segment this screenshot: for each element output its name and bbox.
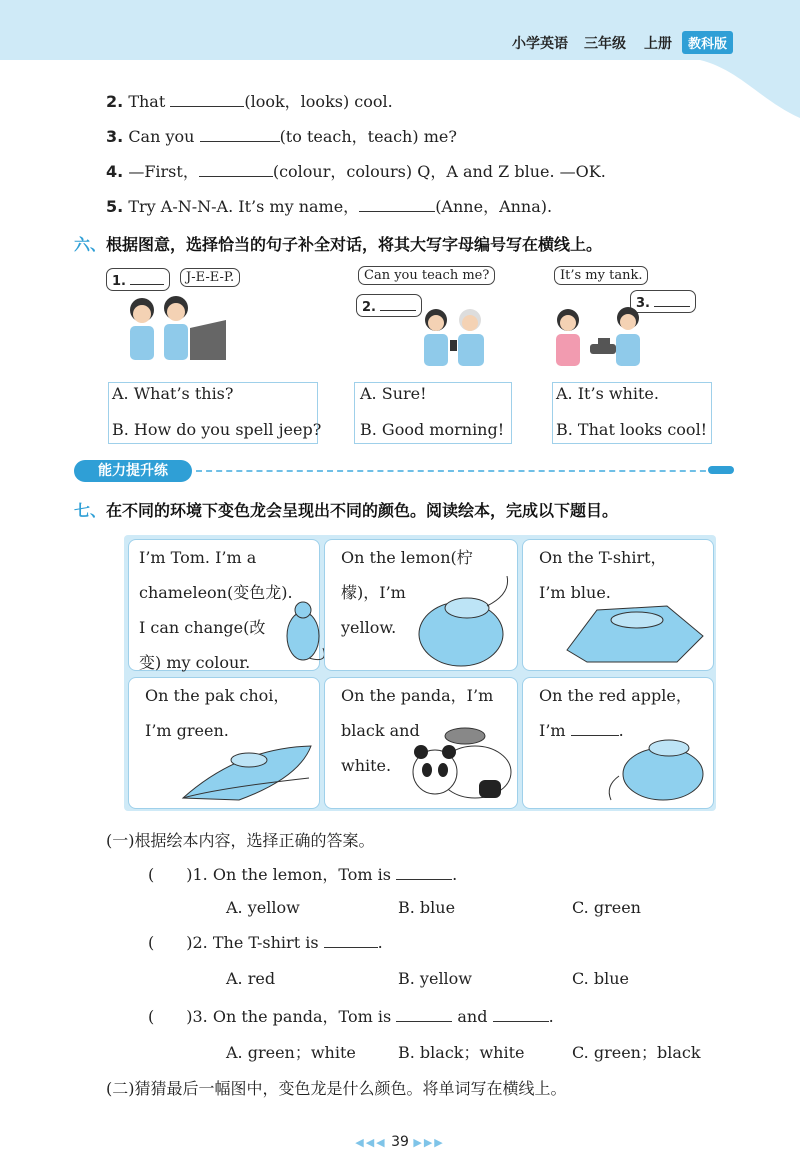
panel-5-line-1: On the panda，I’m — [341, 686, 494, 705]
q3-choice-b[interactable]: B. black；white — [398, 1043, 525, 1062]
pakchoi-chameleon-illustration — [179, 738, 315, 804]
s5-item-5 — [106, 194, 552, 217]
page-number: 39 — [391, 1134, 409, 1150]
pic3-bubble-1: It’s my tank. — [554, 266, 648, 285]
question-3 — [148, 1004, 554, 1027]
item-text: That — [128, 92, 166, 111]
item-number: 5. — [106, 197, 124, 216]
panel-4-line-2: I’m green. — [145, 721, 229, 740]
panel-5-line-3: white. — [341, 756, 392, 775]
answer-blank[interactable] — [359, 197, 435, 212]
item-number: 4. — [106, 162, 124, 181]
panel-6-line-1: On the red apple， — [539, 686, 692, 705]
tshirt-chameleon-illustration — [557, 600, 707, 666]
header-subject: 小学英语 — [512, 36, 568, 52]
answer-blank[interactable] — [380, 296, 416, 311]
pic3-girl-boy-tank-illustration — [550, 304, 650, 366]
ability-section-label: 能力提升练 — [74, 460, 192, 482]
answer-paren[interactable]: ( — [148, 1007, 155, 1026]
panel-4-line-1: On the pak choi， — [145, 686, 290, 705]
section-instruction: 在不同的环境下变色龙会呈现出不同的颜色。阅读绘本，完成以下题目。 — [106, 501, 619, 520]
pic1-bubble-2: J-E-E-P. — [180, 268, 240, 287]
answer-blank[interactable] — [199, 162, 273, 177]
section-instruction: 根据图意，选择恰当的句子补全对话，将其大写字母编号写在横线上。 — [106, 235, 603, 254]
panel-5 — [324, 677, 518, 809]
header-wave-band — [0, 0, 800, 140]
answer-blank[interactable] — [324, 933, 378, 948]
question-end: . — [452, 865, 458, 884]
pic1-bubble-1 — [106, 268, 170, 291]
panel-3-line-1: On the T-shirt， — [539, 548, 667, 567]
section6-title — [74, 232, 602, 255]
item-text: (to teach，teach) me? — [279, 127, 457, 146]
s5-item-2 — [106, 89, 393, 112]
picture-book-frame — [124, 535, 716, 811]
question-end: . — [377, 933, 383, 952]
panel-6 — [522, 677, 714, 809]
item-text: (look，looks) cool. — [244, 92, 393, 111]
q1-choice-a[interactable]: A. yellow — [226, 898, 300, 917]
part2-title: (二)猜猜最后一幅图中，变色龙是什么颜色。将单词写在横线上。 — [106, 1079, 567, 1098]
bubble-number: 3. — [636, 296, 650, 311]
q3-choice-a[interactable]: A. green；white — [226, 1043, 356, 1062]
s5-item-3 — [106, 124, 457, 147]
answer-blank[interactable] — [396, 865, 452, 880]
option-a[interactable]: A. What’s this? — [112, 384, 234, 403]
panel-3 — [522, 539, 714, 671]
option-b[interactable]: B. That looks cool! — [556, 420, 708, 439]
answer-paren[interactable]: ( — [148, 933, 155, 952]
part1-title: (一)根据绘本内容，选择正确的答案。 — [106, 831, 375, 850]
section-divider — [196, 470, 716, 472]
answer-blank[interactable] — [493, 1007, 549, 1022]
question-text: The T-shirt is — [212, 933, 319, 952]
header-grade: 三年级 — [584, 36, 626, 52]
divider-endcap — [708, 466, 734, 474]
item-text: Can you — [128, 127, 195, 146]
answer-blank[interactable] — [170, 92, 244, 107]
option-a[interactable]: A. Sure! — [360, 384, 427, 403]
q2-choice-c[interactable]: C. blue — [572, 969, 629, 988]
panel-1-line-2: chameleon(变色龙). — [139, 583, 293, 602]
item-number: 2. — [106, 92, 124, 111]
answer-blank[interactable] — [130, 270, 164, 285]
panda-chameleon-illustration — [409, 714, 515, 804]
bubble-number: 2. — [362, 300, 376, 315]
header-volume: 上册 — [644, 36, 672, 52]
question-number: )2. — [186, 933, 208, 952]
question-text: and — [457, 1007, 488, 1026]
answer-blank[interactable] — [200, 127, 280, 142]
pic2-boy-grandpa-phone-illustration — [416, 304, 496, 366]
panel-2-line-3: yellow. — [341, 618, 397, 637]
answer-blank[interactable] — [396, 1007, 452, 1022]
pic1-two-boys-computer-illustration — [120, 292, 230, 364]
question-2 — [148, 933, 383, 952]
panel-2-line-2: 檬)，I’m — [341, 583, 406, 602]
question-1 — [148, 862, 457, 885]
panel-2 — [324, 539, 518, 671]
item-text: Try A-N-N-A. It’s my name， — [128, 197, 360, 216]
panel-3-line-2: I’m blue. — [539, 583, 611, 602]
q2-choice-b[interactable]: B. yellow — [398, 969, 472, 988]
pic2-bubble-1: Can you teach me? — [358, 266, 495, 285]
question-number: )1. — [186, 865, 208, 884]
panel-1-line-3: I can change(改 — [139, 618, 266, 637]
panel-1-line-4: 变) my colour. — [139, 653, 251, 672]
q1-choice-c[interactable]: C. green — [572, 898, 641, 917]
pic2-bubble-2 — [356, 294, 422, 317]
panel-2-line-1: On the lemon(柠 — [341, 548, 473, 567]
panel-1 — [128, 539, 320, 671]
s5-item-4 — [106, 159, 606, 182]
left-arrows-icon: ◀◀◀ — [355, 1136, 387, 1149]
q1-choice-b[interactable]: B. blue — [398, 898, 456, 917]
option-a[interactable]: A. It’s white. — [556, 384, 659, 403]
panel-6-text: I’m — [539, 721, 566, 740]
answer-blank[interactable] — [654, 292, 690, 307]
question-text: On the panda，Tom is — [212, 1007, 392, 1026]
header-edition-badge: 教科版 — [682, 31, 733, 54]
section7-title — [74, 498, 618, 521]
panel-4 — [128, 677, 320, 809]
answer-paren[interactable]: ( — [148, 865, 155, 884]
option-b[interactable]: B. Good morning! — [360, 420, 505, 439]
panel-6-line-2: I’m . — [539, 721, 624, 740]
section-number: 六、 — [74, 235, 107, 254]
question-end: . — [548, 1007, 554, 1026]
item-text: —First， — [128, 162, 199, 181]
page-footer — [0, 1134, 800, 1150]
item-text: (Anne，Anna). — [435, 197, 553, 216]
bubble-number: 1. — [112, 274, 126, 289]
question-text: On the lemon，Tom is — [212, 865, 392, 884]
right-arrows-icon: ▶▶▶ — [413, 1136, 445, 1149]
lemon-chameleon-illustration — [417, 576, 515, 668]
q3-choice-c[interactable]: C. green；black — [572, 1043, 701, 1062]
option-b[interactable]: B. How do you spell jeep? — [112, 420, 322, 439]
item-number: 3. — [106, 127, 124, 146]
q2-choice-a[interactable]: A. red — [226, 969, 276, 988]
item-text: (colour，colours) Q，A and Z blue. —OK. — [272, 162, 606, 181]
panel-5-line-2: black and — [341, 721, 420, 740]
apple-chameleon-illustration — [599, 732, 707, 804]
question-number: )3. — [186, 1007, 208, 1026]
panel-1-line-1: I’m Tom. I’m a — [139, 548, 257, 567]
section-number: 七、 — [74, 501, 107, 520]
